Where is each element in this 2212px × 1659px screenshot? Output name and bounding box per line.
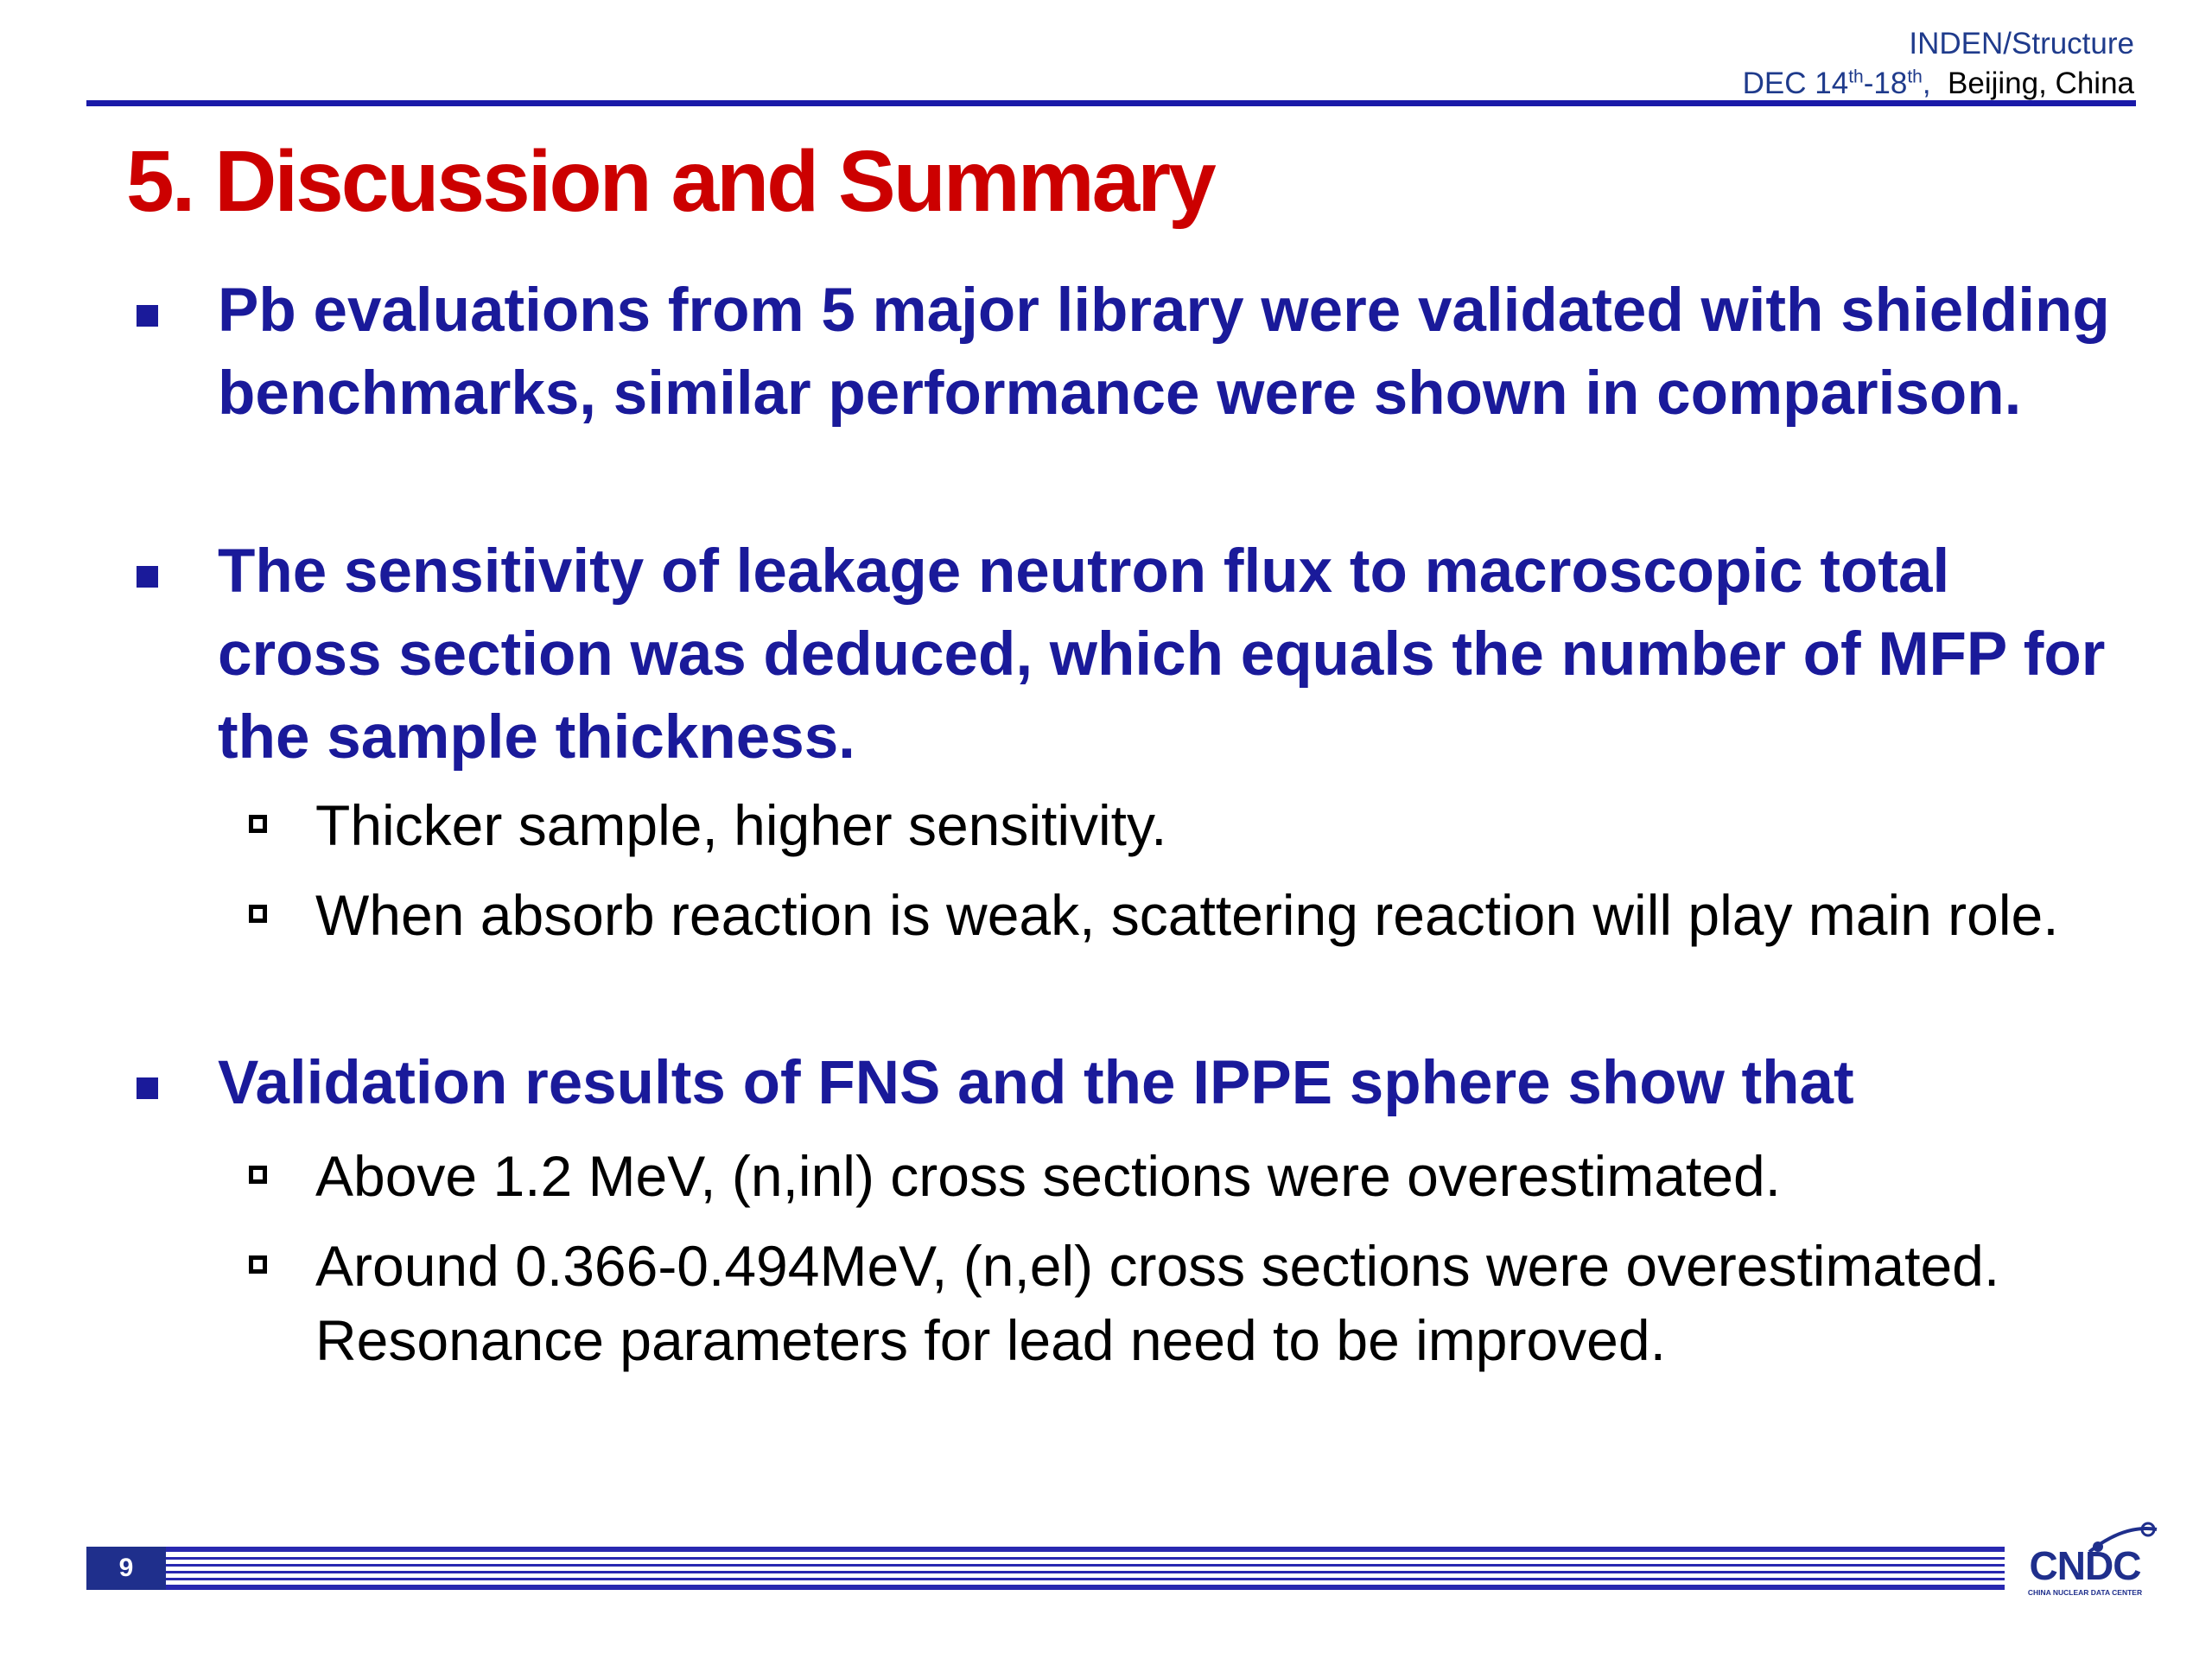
footer-stripe [164,1564,2005,1567]
bullet-1 [218,270,2119,435]
logo-subtext: CHINA NUCLEAR DATA CENTER [2027,1588,2143,1597]
conference-date-location [1743,64,2134,104]
date-prefix: DEC 14 [1742,67,1849,100]
footer-stripe [164,1547,2005,1552]
sub-bullet-text: Thicker sample, higher sensitivity. [315,793,1167,857]
bullet-text: The sensitivity of leakage neutron flux to macroscopic total cross section was deduced, which equals the number of MFP for the sample thickness. [218,537,2106,772]
sub-bullet-2-2 [315,878,2130,952]
sub-bullet-3-2 [315,1229,2130,1377]
sub-bullet-2-1 [315,788,2130,862]
square-bullet-icon [137,305,158,327]
bullet-2 [218,531,2119,779]
footer-stripes [164,1547,2005,1590]
square-bullet-icon [137,1077,158,1099]
logo-text: CNDC [2029,1543,2141,1588]
cndc-logo-icon [2003,1521,2167,1599]
footer-stripe [164,1578,2005,1580]
hollow-square-bullet-icon [249,1166,267,1184]
hollow-square-bullet-icon [249,905,267,923]
conference-name: INDEN/Structure [1909,27,2134,60]
footer-stripe [164,1585,2005,1590]
square-bullet-icon [137,566,158,588]
bullet-text: Pb evaluations from 5 major library were validated with shielding benchmarks, similar performance were shown in comparison. [218,276,2110,428]
footer-stripe [164,1571,2005,1573]
location: Beijing, China [1948,67,2134,100]
sub-bullet-text: When absorb reaction is weak, scattering reaction will play main role. [315,883,2059,947]
hollow-square-bullet-icon [249,815,267,833]
bullet-3 [218,1042,2119,1125]
date-sup-2: th [1907,67,1923,87]
slide-title: 5. Discussion and Summary [126,133,1214,230]
bullet-text: Validation results of FNS and the IPPE sphere show that [218,1049,1854,1117]
hollow-square-bullet-icon [249,1255,267,1274]
date-sep: , [1922,67,1931,100]
sub-bullet-text: Around 0.366-0.494MeV, (n,el) cross sections were overestimated. Resonance parameters for lead need to be improved. [315,1234,2000,1372]
footer-stripe [164,1557,2005,1560]
page-number: 9 [86,1547,166,1590]
header-rule [86,100,2136,106]
sub-bullet-3-1 [315,1139,2130,1213]
header [1743,24,2134,104]
date-sup-1: th [1848,67,1864,87]
date-mid: -18 [1863,67,1908,100]
sub-bullet-text: Above 1.2 MeV, (n,inl) cross sections were overestimated. [315,1144,1781,1208]
